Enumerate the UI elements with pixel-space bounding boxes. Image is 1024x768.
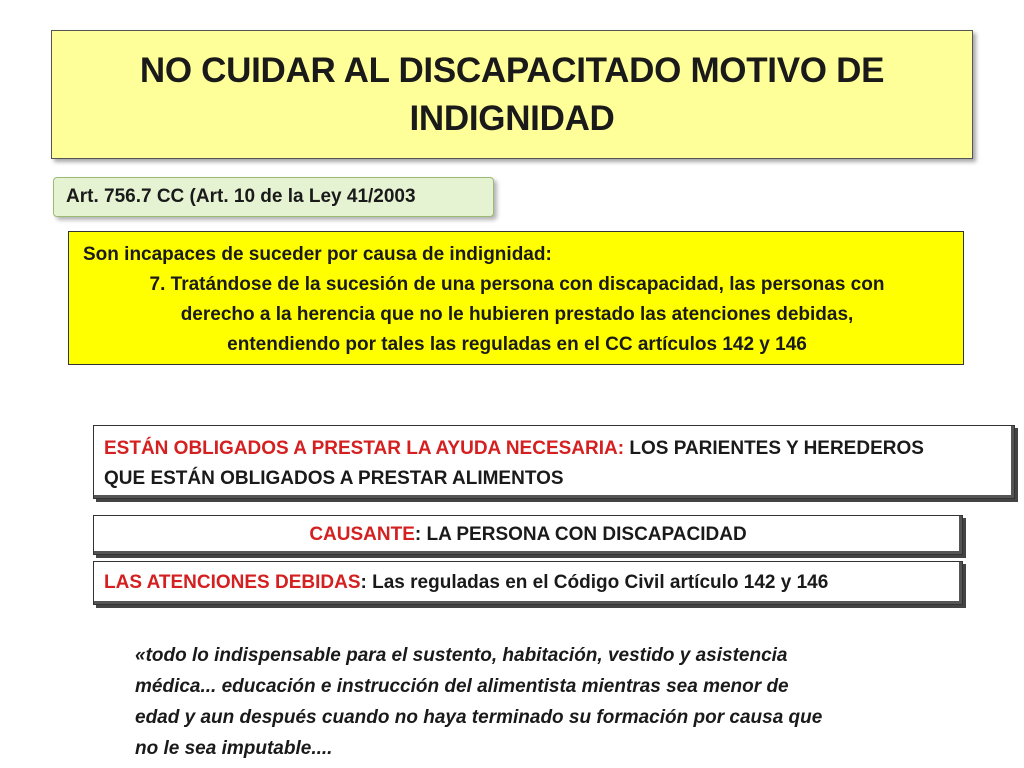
causante-text bbox=[309, 524, 746, 546]
obligados-box bbox=[93, 425, 1015, 499]
obligados-value-cont: QUE ESTÁN OBLIGADOS A PRESTAR ALIMENTOS bbox=[104, 468, 564, 489]
obligados-value: LOS PARIENTES Y HEREDEROS bbox=[624, 438, 924, 459]
atenciones-label: LAS ATENCIONES DEBIDAS bbox=[104, 572, 361, 593]
quote-line: médica... educación e instrucción del alimentista mientras sea menor de bbox=[135, 676, 789, 697]
atenciones-value: : Las reguladas en el Código Civil artículo 142 y 146 bbox=[360, 572, 829, 593]
quote-line: no le sea imputable.... bbox=[135, 738, 333, 759]
legal-clause-line: derecho a la herencia que no le hubieren prestado las atenciones debidas, bbox=[180, 304, 854, 325]
slide-title-line2: INDIGNIDAD bbox=[409, 98, 615, 138]
article-reference-box bbox=[53, 177, 494, 217]
legal-text-box bbox=[68, 231, 964, 365]
causante-label: CAUSANTE bbox=[309, 524, 415, 545]
quote-line: «todo lo indispensable para el sustento, habitación, vestido y asistencia bbox=[135, 645, 788, 666]
slide-title-box bbox=[51, 30, 973, 159]
legal-text-clause bbox=[83, 270, 951, 360]
slide-title-line1: NO CUIDAR AL DISCAPACITADO MOTIVO DE bbox=[139, 50, 885, 90]
legal-clause-line: entendiendo por tales las reguladas en el CC artículos 142 y 146 bbox=[227, 334, 807, 355]
slide-title bbox=[140, 47, 884, 143]
legal-text-intro: Son incapaces de suceder por causa de indignidad: bbox=[83, 244, 552, 265]
article-reference-text: Art. 756.7 CC (Art. 10 de la Ley 41/2003 bbox=[66, 186, 416, 207]
quote-line: edad y aun después cuando no haya terminado su formación por causa que bbox=[135, 707, 823, 728]
atenciones-box bbox=[93, 561, 963, 605]
obligados-text bbox=[104, 434, 1004, 494]
causante-box bbox=[93, 515, 963, 555]
legal-clause-line: 7. Tratándose de la sucesión de una persona con discapacidad, las personas con bbox=[149, 274, 885, 295]
atenciones-text bbox=[104, 572, 828, 594]
quote-text bbox=[135, 640, 935, 764]
obligados-label: ESTÁN OBLIGADOS A PRESTAR LA AYUDA NECESARIA: bbox=[104, 438, 625, 459]
causante-value: : LA PERSONA CON DISCAPACIDAD bbox=[414, 524, 747, 545]
